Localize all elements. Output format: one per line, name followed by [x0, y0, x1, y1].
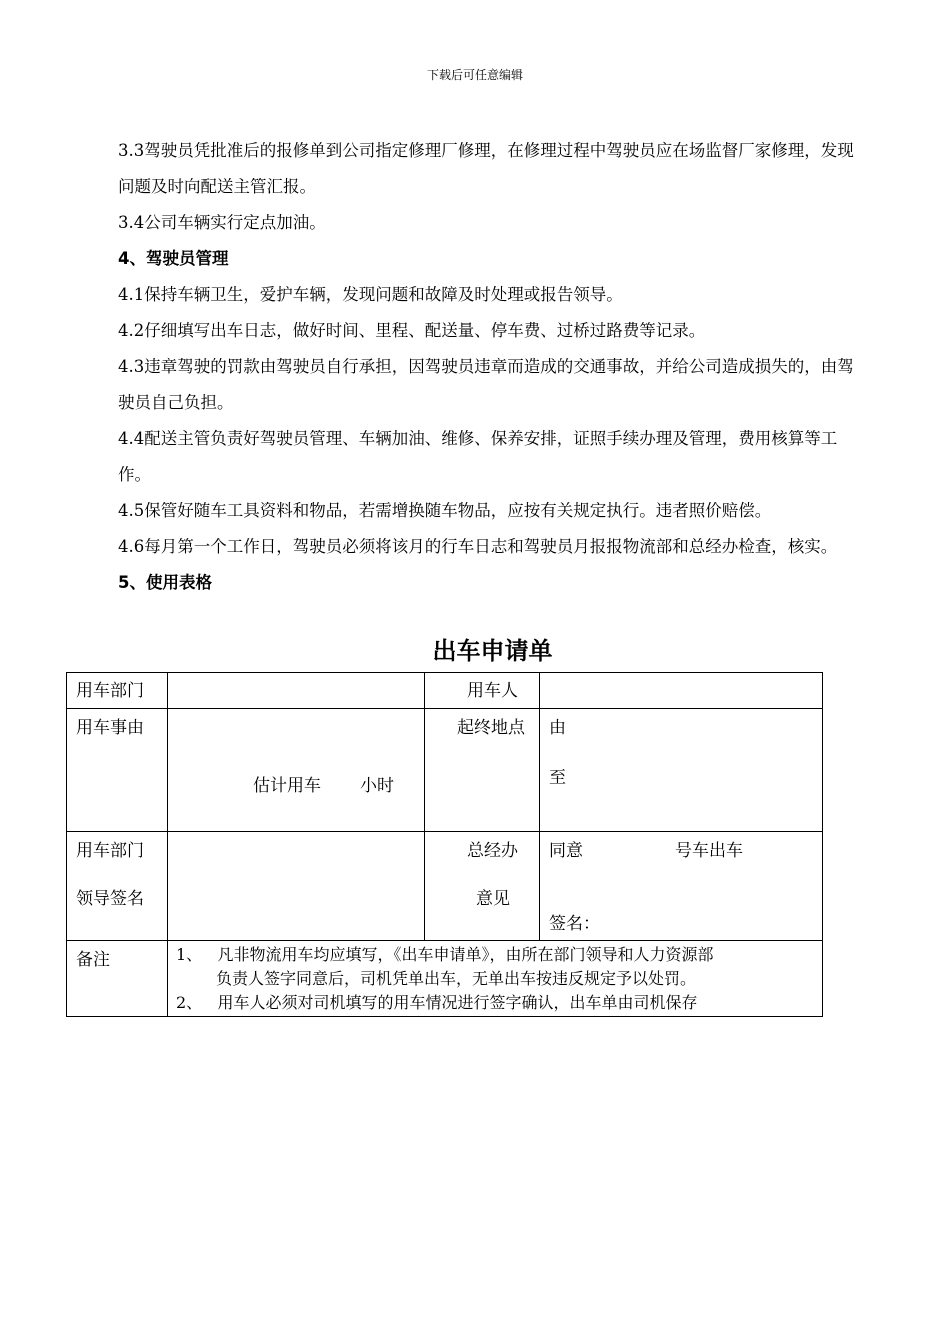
to-text: 至 — [549, 768, 566, 788]
dept-leader-label-cell — [67, 832, 168, 941]
agree-text: 同意 — [549, 841, 583, 861]
reason-value-cell[interactable] — [168, 709, 425, 832]
estimate-text: 估计用车 — [253, 776, 321, 796]
section-heading-5: 5、使用表格 — [118, 573, 212, 592]
remark-number-1: 1、 — [176, 945, 203, 964]
remarks-label: 备注 — [76, 950, 110, 970]
form-row-remarks — [67, 941, 823, 1017]
remark-text-1: 凡非物流用车均应填写，《出车申请单》，由所在部门领导和人力资源部 — [217, 945, 714, 964]
remarks-label-cell — [67, 941, 168, 1017]
paragraph-4-3: 4.3违章驾驶的罚款由驾驶员自行承担，因驾驶员违章而造成的交通事故，并给公司造成损失的，由驾驶员自己负担。 — [118, 357, 854, 412]
paragraph-4-6: 4.6每月第一个工作日，驾驶员必须将该月的行车日志和驾驶员月报报物流部和总经办检查，核实。 — [118, 537, 838, 556]
user-label-cell — [425, 673, 540, 709]
form-row-dept — [67, 673, 823, 709]
dept-value-cell[interactable] — [168, 673, 425, 709]
dept-leader-label-line1: 用车部门 — [76, 841, 144, 861]
paragraph-4-1: 4.1保持车辆卫生，爱护车辆，发现问题和故障及时处理或报告领导。 — [118, 285, 623, 304]
document-body — [118, 133, 870, 601]
form-row-approval — [67, 832, 823, 941]
form-row-reason — [67, 709, 823, 832]
vehicle-request-form — [66, 672, 823, 1017]
gm-label-line1: 总经办 — [467, 841, 518, 861]
reason-label: 用车事由 — [76, 718, 144, 738]
user-value-cell[interactable] — [540, 673, 823, 709]
remarks-list — [168, 941, 822, 1015]
route-label: 起终地点 — [457, 718, 525, 738]
gm-label-cell — [425, 832, 540, 941]
paragraph-4-5: 4.5保管好随车工具资料和物品，若需增换随车物品，应按有关规定执行。违者照价赔偿。 — [118, 501, 772, 520]
remark-item-1-continued: 负责人签字同意后，司机凭单出车，无单出车按违反规定予以处罚。 — [216, 969, 697, 988]
gm-opinion-cell[interactable] — [540, 832, 823, 941]
remark-item-1 — [176, 943, 822, 967]
paragraph-4-4: 4.4配送主管负责好驾驶员管理、车辆加油、维修、保养安排，证照手续办理及管理，费用核算等工作。 — [118, 429, 838, 484]
from-text: 由 — [549, 718, 566, 738]
reason-label-cell — [67, 709, 168, 832]
dept-leader-value-cell[interactable] — [168, 832, 425, 941]
header-note: 下载后可任意编辑 — [426, 68, 523, 82]
gm-label-line2: 意见 — [476, 889, 510, 909]
user-label: 用车人 — [467, 681, 518, 701]
form-title: 出车申请单 — [432, 637, 553, 665]
remarks-content-cell — [168, 941, 823, 1017]
remark-item-2 — [176, 991, 822, 1015]
paragraph-4-2: 4.2仔细填写出车日志，做好时间、里程、配送量、停车费、过桥过路费等记录。 — [118, 321, 706, 340]
remark-number-2: 2、 — [176, 993, 203, 1012]
dept-label-cell — [67, 673, 168, 709]
sign-text: 签名： — [549, 914, 600, 934]
car-out-text: 号车出车 — [675, 841, 743, 861]
section-heading-4: 4、驾驶员管理 — [118, 249, 229, 268]
dept-label: 用车部门 — [76, 681, 144, 701]
remark-text-2: 用车人必须对司机填写的用车情况进行签字确认，出车单由司机保存 — [217, 993, 698, 1012]
dept-leader-label-line2: 领导签名 — [76, 889, 144, 909]
route-label-cell — [425, 709, 540, 832]
hours-text: 小时 — [360, 776, 394, 796]
route-value-cell[interactable] — [540, 709, 823, 832]
paragraph-3-3: 3.3驾驶员凭批准后的报修单到公司指定修理厂修理，在修理过程中驾驶员应在场监督厂家修理，发现问题及时向配送主管汇报。 — [118, 141, 854, 196]
paragraph-3-4: 3.4公司车辆实行定点加油。 — [118, 213, 326, 232]
